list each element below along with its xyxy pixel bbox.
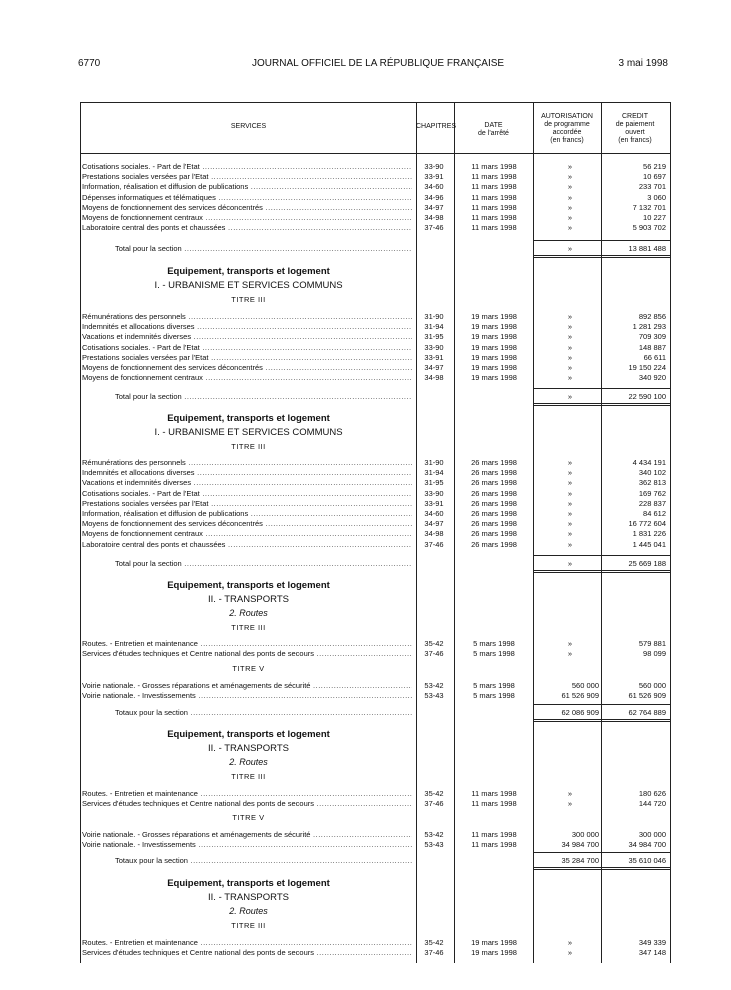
table-row xyxy=(81,948,670,958)
service-label: Indemnités et allocations diverses ..... xyxy=(82,322,412,332)
service-label: Rémunérations des personnels ..... xyxy=(82,312,412,322)
total-rule xyxy=(533,255,670,256)
total-label: Totaux pour la section ..... xyxy=(115,856,412,866)
service-label: Laboratoire central des ponts et chaussées ..... xyxy=(82,540,412,550)
service-label: Rémunérations des personnels ..... xyxy=(82,458,412,468)
chapter-number: 34-98 xyxy=(424,373,444,383)
table-row xyxy=(81,499,670,509)
service-label: Prestations sociales versées par l'Etat ..... xyxy=(82,353,412,363)
table-row xyxy=(81,193,670,203)
payment-credit: 16 772 604 xyxy=(628,519,666,529)
table-row xyxy=(81,322,670,332)
table-row xyxy=(81,649,670,659)
chapter-number: 33-91 xyxy=(424,172,444,182)
total-rule xyxy=(533,570,670,571)
decree-date: 19 mars 1998 xyxy=(471,332,517,342)
service-label: Vacations et indemnités diverses ..... xyxy=(82,478,412,488)
decree-date: 11 mars 1998 xyxy=(471,840,517,850)
payment-credit: 66 611 xyxy=(643,352,666,362)
service-label: Indemnités et allocations diverses ..... xyxy=(82,468,412,478)
programme-authorization: » xyxy=(567,373,573,383)
table-row xyxy=(81,938,670,948)
decree-date: 11 mars 1998 xyxy=(471,799,517,809)
section-subtitle: 2. Routes xyxy=(229,608,268,618)
chapter-number: 37-46 xyxy=(424,223,444,233)
service-label: Voirie nationale. - Investissements ..... xyxy=(82,840,412,850)
col-header-credit: CREDIT de paiement ouvert (en francs) xyxy=(615,113,655,144)
payment-credit: 22 590 100 xyxy=(628,392,666,401)
payment-credit: 56 219 xyxy=(643,162,666,171)
journal-title: JOURNAL OFFICIEL DE LA RÉPUBLIQUE FRANÇAISE xyxy=(252,58,505,69)
decree-date: 19 mars 1998 xyxy=(471,312,517,321)
service-label: Moyens de fonctionnement des services déconcentrés ..... xyxy=(82,363,412,373)
decree-date: 26 mars 1998 xyxy=(471,519,517,529)
table-row xyxy=(81,509,670,519)
payment-credit: 5 903 702 xyxy=(632,223,666,233)
chapter-number: 37-46 xyxy=(424,948,444,958)
programme-authorization: 62 086 909 xyxy=(561,708,599,717)
service-label: Dépenses informatiques et télématiques ..... xyxy=(82,193,412,203)
service-label: Routes. - Entretien et maintenance ..... xyxy=(82,789,412,799)
decree-date: 19 mars 1998 xyxy=(471,322,517,332)
payment-credit: 34 984 700 xyxy=(628,840,666,850)
programme-authorization: » xyxy=(567,948,573,958)
programme-authorization: 560 000 xyxy=(571,681,599,690)
table-row xyxy=(81,162,670,172)
chapter-number: 34-60 xyxy=(424,182,444,192)
programme-authorization: » xyxy=(567,639,573,648)
service-label: Cotisations sociales. - Part de l'Etat ..... xyxy=(82,162,412,172)
payment-credit: 362 813 xyxy=(638,478,666,488)
chapter-number: 34-97 xyxy=(424,519,444,529)
chapter-number: 35-42 xyxy=(424,938,444,947)
table-row xyxy=(81,458,670,468)
chapter-number: 31-95 xyxy=(424,478,444,488)
programme-authorization: » xyxy=(567,392,573,401)
payment-credit: 228 837 xyxy=(638,498,666,508)
table-row xyxy=(81,203,670,213)
service-label: Moyens de fonctionnement centraux ..... xyxy=(82,373,412,383)
payment-credit: 1 831 226 xyxy=(632,529,666,539)
decree-date: 11 mars 1998 xyxy=(471,172,517,182)
chapter-number: 53-43 xyxy=(424,691,444,701)
table-row xyxy=(81,468,670,478)
section-title: TITRE III xyxy=(231,623,266,632)
total-rule xyxy=(533,388,670,389)
chapter-number: 34-98 xyxy=(424,213,444,222)
section-ministry: Equipement, transports et logement xyxy=(167,580,330,591)
section-ministry: Equipement, transports et logement xyxy=(167,413,330,424)
service-label: Moyens de fonctionnement centraux ..... xyxy=(82,529,412,539)
service-label: Information, réalisation et diffusion de publications ..... xyxy=(82,182,412,192)
payment-credit: 300 000 xyxy=(638,830,666,839)
payment-credit: 148 887 xyxy=(638,342,666,352)
service-label: Laboratoire central des ponts et chaussées ..... xyxy=(82,223,412,233)
programme-authorization: » xyxy=(567,162,573,171)
programme-authorization: » xyxy=(567,478,573,488)
programme-authorization: 34 984 700 xyxy=(561,840,599,850)
total-rule xyxy=(533,869,670,870)
payment-credit: 4 434 191 xyxy=(632,458,666,467)
section-title: TITRE III xyxy=(231,442,266,451)
programme-authorization: » xyxy=(567,799,573,809)
service-label: Vacations et indemnités diverses ..... xyxy=(82,332,412,342)
decree-date: 11 mars 1998 xyxy=(471,202,517,212)
payment-credit: 347 148 xyxy=(638,948,666,958)
section-ministry: Equipement, transports et logement xyxy=(167,878,330,889)
programme-authorization: » xyxy=(567,342,573,352)
service-label: Prestations sociales versées par l'Etat ..... xyxy=(82,172,412,182)
total-row xyxy=(81,392,670,402)
section-part: II. - TRANSPORTS xyxy=(208,594,289,605)
chapter-number: 31-94 xyxy=(424,468,444,478)
total-rule xyxy=(533,867,670,868)
programme-authorization: » xyxy=(567,458,573,467)
section-title: TITRE V xyxy=(232,664,265,673)
table-row xyxy=(81,363,670,373)
total-rule xyxy=(533,719,670,720)
chapter-number: 34-97 xyxy=(424,202,444,212)
header-rule xyxy=(81,153,670,154)
section-ministry: Equipement, transports et logement xyxy=(167,266,330,277)
total-rule xyxy=(533,721,670,722)
payment-credit: 579 881 xyxy=(638,639,666,648)
chapter-number: 34-60 xyxy=(424,509,444,518)
decree-date: 11 mars 1998 xyxy=(471,192,517,202)
total-rule xyxy=(533,572,670,573)
payment-credit: 180 626 xyxy=(638,789,666,798)
programme-authorization: » xyxy=(567,223,573,233)
table-row xyxy=(81,182,670,192)
section-part: II. - TRANSPORTS xyxy=(208,743,289,754)
chapter-number: 33-91 xyxy=(424,498,444,508)
service-label: Cotisations sociales. - Part de l'Etat ..... xyxy=(82,343,412,353)
credits-table xyxy=(80,102,671,963)
payment-credit: 98 099 xyxy=(643,649,666,659)
payment-credit: 62 764 889 xyxy=(628,708,666,717)
programme-authorization: » xyxy=(567,789,573,798)
section-title: TITRE III xyxy=(231,295,266,304)
table-row xyxy=(81,213,670,223)
decree-date: 26 mars 1998 xyxy=(471,529,517,539)
decree-date: 26 mars 1998 xyxy=(471,509,517,518)
table-row xyxy=(81,789,670,799)
decree-date: 19 mars 1998 xyxy=(471,352,517,362)
chapter-number: 33-90 xyxy=(424,488,444,498)
chapter-number: 53-42 xyxy=(424,681,444,690)
chapter-number: 34-97 xyxy=(424,363,444,372)
payment-credit: 19 150 224 xyxy=(628,363,666,372)
total-label: Total pour la section ..... xyxy=(115,392,412,402)
total-rule xyxy=(533,405,670,406)
col-header-date: DATE de l'arrêté xyxy=(478,122,509,137)
section-title: TITRE V xyxy=(232,813,265,822)
chapter-number: 31-90 xyxy=(424,458,444,467)
decree-date: 11 mars 1998 xyxy=(471,182,517,192)
decree-date: 19 mars 1998 xyxy=(471,938,517,947)
programme-authorization: » xyxy=(567,202,573,212)
programme-authorization: » xyxy=(567,938,573,947)
table-row xyxy=(81,519,670,529)
payment-credit: 709 309 xyxy=(638,332,666,342)
chapter-number: 31-95 xyxy=(424,332,444,342)
chapter-number: 33-90 xyxy=(424,162,444,171)
table-row xyxy=(81,343,670,353)
total-row xyxy=(81,708,670,718)
chapter-number: 53-43 xyxy=(424,840,444,850)
decree-date: 11 mars 1998 xyxy=(471,223,517,233)
programme-authorization: » xyxy=(567,529,573,539)
service-label: Moyens de fonctionnement des services déconcentrés ..... xyxy=(82,203,412,213)
decree-date: 19 mars 1998 xyxy=(471,363,517,372)
table-row xyxy=(81,799,670,809)
table-row xyxy=(81,373,670,383)
service-label: Prestations sociales versées par l'Etat ..... xyxy=(82,499,412,509)
decree-date: 5 mars 1998 xyxy=(473,691,515,701)
payment-credit: 1 445 041 xyxy=(632,539,666,549)
section-ministry: Equipement, transports et logement xyxy=(167,729,330,740)
decree-date: 26 mars 1998 xyxy=(471,458,517,467)
total-row xyxy=(81,559,670,569)
programme-authorization: » xyxy=(567,172,573,182)
section-title: TITRE III xyxy=(231,921,266,930)
programme-authorization: » xyxy=(567,649,573,659)
total-rule xyxy=(533,704,670,705)
decree-date: 26 mars 1998 xyxy=(471,468,517,478)
total-row xyxy=(81,856,670,866)
table-row xyxy=(81,223,670,233)
service-label: Moyens de fonctionnement des services déconcentrés ..... xyxy=(82,519,412,529)
decree-date: 19 mars 1998 xyxy=(471,948,517,958)
payment-credit: 349 339 xyxy=(638,938,666,947)
programme-authorization: 300 000 xyxy=(571,830,599,839)
chapter-number: 37-46 xyxy=(424,539,444,549)
decree-date: 26 mars 1998 xyxy=(471,498,517,508)
decree-date: 5 mars 1998 xyxy=(473,639,515,648)
section-part: II. - TRANSPORTS xyxy=(208,892,289,903)
section-subtitle: 2. Routes xyxy=(229,757,268,767)
payment-credit: 3 060 xyxy=(647,192,666,202)
decree-date: 26 mars 1998 xyxy=(471,478,517,488)
programme-authorization: » xyxy=(567,332,573,342)
decree-date: 5 mars 1998 xyxy=(473,649,515,659)
chapter-number: 37-46 xyxy=(424,649,444,659)
payment-credit: 892 856 xyxy=(638,312,666,321)
service-label: Voirie nationale. - Grosses réparations et aménagements de sécurité ..... xyxy=(82,830,412,840)
service-label: Voirie nationale. - Grosses réparations et aménagements de sécurité ..... xyxy=(82,681,412,691)
section-part: I. - URBANISME ET SERVICES COMMUNS xyxy=(154,280,343,291)
total-rule xyxy=(533,555,670,556)
total-label: Total pour la section ..... xyxy=(115,559,412,569)
table-row xyxy=(81,312,670,322)
chapter-number: 31-94 xyxy=(424,322,444,332)
decree-date: 11 mars 1998 xyxy=(471,830,517,839)
programme-authorization: » xyxy=(567,244,573,253)
programme-authorization: » xyxy=(567,468,573,478)
decree-date: 19 mars 1998 xyxy=(471,373,517,383)
payment-credit: 7 132 701 xyxy=(632,202,666,212)
payment-credit: 35 610 046 xyxy=(628,856,666,865)
payment-credit: 84 612 xyxy=(643,509,666,518)
programme-authorization: » xyxy=(567,559,573,568)
programme-authorization: » xyxy=(567,352,573,362)
table-row xyxy=(81,489,670,499)
section-part: I. - URBANISME ET SERVICES COMMUNS xyxy=(154,427,343,438)
payment-credit: 10 697 xyxy=(643,172,666,182)
table-row xyxy=(81,681,670,691)
programme-authorization: » xyxy=(567,182,573,192)
decree-date: 11 mars 1998 xyxy=(471,162,517,171)
table-row xyxy=(81,830,670,840)
payment-credit: 560 000 xyxy=(638,681,666,690)
chapter-number: 37-46 xyxy=(424,799,444,809)
chapter-number: 53-42 xyxy=(424,830,444,839)
chapter-number: 31-90 xyxy=(424,312,444,321)
decree-date: 26 mars 1998 xyxy=(471,488,517,498)
section-title: TITRE III xyxy=(231,772,266,781)
total-row xyxy=(81,244,670,254)
payment-credit: 61 526 909 xyxy=(628,691,666,701)
service-label: Routes. - Entretien et maintenance ..... xyxy=(82,639,412,649)
page-number: 6770 xyxy=(78,58,101,69)
total-label: Totaux pour la section ..... xyxy=(115,708,412,718)
section-subtitle: 2. Routes xyxy=(229,906,268,916)
service-label: Services d'études techniques et Centre national des ponts de secours ..... xyxy=(82,948,412,958)
programme-authorization: » xyxy=(567,322,573,332)
total-rule xyxy=(533,852,670,853)
chapter-number: 35-42 xyxy=(424,639,444,648)
service-label: Services d'études techniques et Centre national des ponts de secours ..... xyxy=(82,799,412,809)
payment-credit: 25 669 188 xyxy=(628,559,666,568)
service-label: Routes. - Entretien et maintenance ..... xyxy=(82,938,412,948)
decree-date: 19 mars 1998 xyxy=(471,342,517,352)
payment-credit: 1 281 293 xyxy=(632,322,666,332)
programme-authorization: » xyxy=(567,312,573,321)
decree-date: 5 mars 1998 xyxy=(473,681,515,690)
publication-date: 3 mai 1998 xyxy=(618,58,668,69)
service-label: Information, réalisation et diffusion de publications ..... xyxy=(82,509,412,519)
total-label: Total pour la section ..... xyxy=(115,244,412,254)
chapter-number: 34-96 xyxy=(424,192,444,202)
programme-authorization: » xyxy=(567,509,573,518)
col-header-services: SERVICES xyxy=(230,123,267,130)
payment-credit: 340 102 xyxy=(638,468,666,478)
total-rule xyxy=(533,240,670,241)
table-row xyxy=(81,353,670,363)
payment-credit: 169 762 xyxy=(638,488,666,498)
chapter-number: 33-91 xyxy=(424,352,444,362)
service-label: Voirie nationale. - Investissements ..... xyxy=(82,691,412,701)
table-row xyxy=(81,840,670,850)
programme-authorization: » xyxy=(567,498,573,508)
decree-date: 11 mars 1998 xyxy=(471,213,517,222)
service-label: Cotisations sociales. - Part de l'Etat ..... xyxy=(82,489,412,499)
service-label: Moyens de fonctionnement centraux ..... xyxy=(82,213,412,223)
table-row xyxy=(81,332,670,342)
chapter-number: 35-42 xyxy=(424,789,444,798)
col-header-chapitres: CHAPITRES xyxy=(416,123,457,130)
programme-authorization: » xyxy=(567,488,573,498)
total-rule xyxy=(533,403,670,404)
table-row xyxy=(81,540,670,550)
total-rule xyxy=(533,257,670,258)
payment-credit: 233 701 xyxy=(638,182,666,192)
chapter-number: 33-90 xyxy=(424,342,444,352)
table-row xyxy=(81,172,670,182)
programme-authorization: 61 526 909 xyxy=(561,691,599,701)
payment-credit: 340 920 xyxy=(638,373,666,383)
programme-authorization: » xyxy=(567,363,573,372)
programme-authorization: » xyxy=(567,519,573,529)
programme-authorization: 35 284 700 xyxy=(561,856,599,865)
table-row xyxy=(81,478,670,488)
table-row xyxy=(81,639,670,649)
programme-authorization: » xyxy=(567,539,573,549)
table-row xyxy=(81,691,670,701)
payment-credit: 10 227 xyxy=(643,213,666,222)
col-header-autorisation: AUTORISATION de programme accordée (en francs) xyxy=(541,113,593,144)
service-label: Services d'études techniques et Centre national des ponts de secours ..... xyxy=(82,649,412,659)
payment-credit: 13 881 488 xyxy=(628,244,666,253)
table-row xyxy=(81,529,670,539)
programme-authorization: » xyxy=(567,213,573,222)
decree-date: 26 mars 1998 xyxy=(471,539,517,549)
chapter-number: 34-98 xyxy=(424,529,444,539)
decree-date: 11 mars 1998 xyxy=(471,789,517,798)
programme-authorization: » xyxy=(567,192,573,202)
payment-credit: 144 720 xyxy=(638,799,666,809)
